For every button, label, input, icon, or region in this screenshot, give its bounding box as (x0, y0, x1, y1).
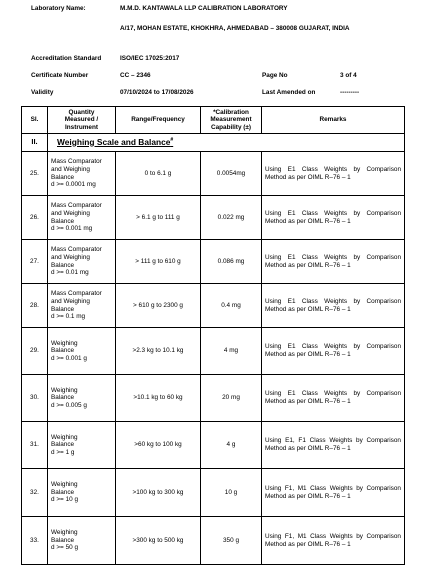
serial-cell: 31. (22, 422, 48, 469)
table-header-row (22, 107, 405, 134)
serial-cell: 27. (22, 240, 48, 284)
remarks-cell: Using E1 Class Weights by Comparison Method as per OIML R–76 – 1 (262, 328, 405, 375)
instrument-cell (48, 328, 116, 375)
page-label: Page No (262, 72, 288, 79)
instrument-line: d >= 0.001 g (51, 354, 87, 362)
instrument-line: Balance (51, 394, 75, 402)
table-row (22, 328, 405, 375)
cmc-cell: 0.086 mg (201, 240, 262, 284)
section-row (22, 134, 405, 152)
serial-cell: 33. (22, 517, 48, 565)
cmc-cell: 0.0054mg (201, 152, 262, 196)
cmc-cell: 4 mg (201, 328, 262, 375)
table-row (22, 196, 405, 240)
instrument-line: d >= 50 g (51, 544, 79, 552)
accreditation-label: Accreditation Standard (31, 55, 102, 62)
table-row (22, 284, 405, 328)
serial-cell: 30. (22, 375, 48, 422)
header-sl: Sl. (22, 107, 48, 134)
header-cmc-line: Capability (±) (210, 123, 252, 131)
section-title-marker: # (170, 136, 174, 143)
instrument-line: Mass Comparator (51, 246, 102, 254)
amended-value: --------- (340, 89, 360, 96)
instrument-line: Weighing (51, 339, 78, 347)
header-quantity-line: Instrument (64, 123, 99, 131)
instrument-line: Balance (51, 536, 75, 544)
instrument-cell (48, 375, 116, 422)
instrument-cell (48, 469, 116, 517)
table-row (22, 240, 405, 284)
remarks-cell: Using E1 Class Weights by Comparison Method as per OIML R–76 – 1 (262, 196, 405, 240)
remarks-cell: Using E1 Class Weights by Comparison Method as per OIML R–76 – 1 (262, 284, 405, 328)
page-value: 3 of 4 (340, 72, 357, 79)
instrument-cell (48, 152, 116, 196)
instrument-cell (48, 517, 116, 565)
table-row (22, 517, 405, 565)
range-cell: > 6.1 g to 111 g (116, 196, 201, 240)
instrument-line: d >= 0.1 mg (51, 313, 86, 321)
instrument-line: and Weighing (51, 209, 90, 217)
serial-cell: 32. (22, 469, 48, 517)
scope-table (21, 106, 405, 565)
header-quantity (48, 107, 116, 134)
cmc-cell: 20 mg (201, 375, 262, 422)
header-quantity-line: Measured / (64, 116, 99, 124)
range-cell: > 610 g to 2300 g (116, 284, 201, 328)
range-cell: > 111 g to 610 g (116, 240, 201, 284)
table-row (22, 375, 405, 422)
instrument-line: Mass Comparator (51, 290, 102, 298)
instrument-line: Weighing (51, 433, 78, 441)
instrument-line: Balance (51, 441, 75, 449)
instrument-line: d >= 10 g (51, 496, 79, 504)
instrument-line: Balance (51, 173, 75, 181)
instrument-line: Mass Comparator (51, 202, 102, 210)
remarks-cell: Using E1 Class Weights by Comparison Method as per OIML R–76 – 1 (262, 152, 405, 196)
header-cmc-line: Measurement (210, 116, 252, 124)
instrument-line: d >= 1 g (51, 448, 75, 456)
validity-value: 07/10/2024 to 17/08/2026 (120, 89, 194, 96)
certificate-value: CC – 2346 (120, 72, 151, 79)
range-cell: 0 to 6.1 g (116, 152, 201, 196)
section-title (48, 134, 405, 152)
header-cmc (201, 107, 262, 134)
instrument-line: Balance (51, 261, 75, 269)
instrument-line: d >= 0.001 mg (51, 225, 93, 233)
instrument-cell (48, 422, 116, 469)
serial-cell: 28. (22, 284, 48, 328)
range-cell: >300 kg to 500 kg (116, 517, 201, 565)
table-row (22, 469, 405, 517)
serial-cell: 25. (22, 152, 48, 196)
cmc-cell: 0.4 mg (201, 284, 262, 328)
instrument-line: d >= 0.01 mg (51, 269, 89, 277)
lab-name-label: Laboratory Name: (31, 5, 86, 12)
instrument-cell (48, 240, 116, 284)
lab-address: A/17, MOHAN ESTATE, KHOKHRA, AHMEDABAD – 380008 GUJARAT, INDIA (120, 25, 350, 32)
instrument-line: and Weighing (51, 165, 90, 173)
cmc-cell: 0.022 mg (201, 196, 262, 240)
header-cmc-line: *Calibration (213, 108, 249, 116)
instrument-line: Balance (51, 305, 75, 313)
instrument-cell (48, 284, 116, 328)
range-cell: >10.1 kg to 60 kg (116, 375, 201, 422)
instrument-line: and Weighing (51, 297, 90, 305)
instrument-line: and Weighing (51, 253, 90, 261)
remarks-cell: Using F1, M1 Class Weights by Comparison Method as per OIML R–76 – 1 (262, 469, 405, 517)
header-quantity-line: Quantity (68, 108, 95, 116)
instrument-line: Balance (51, 347, 75, 355)
instrument-line: Weighing (51, 529, 78, 537)
section-title-text: Weighing Scale and Balance (57, 136, 171, 147)
range-cell: >2.3 kg to 10.1 kg (116, 328, 201, 375)
header-range: Range/Frequency (116, 107, 201, 134)
cmc-cell: 4 g (201, 422, 262, 469)
remarks-cell: Using E1, F1 Class Weights by Comparison Method as per OIML R–76 – 1 (262, 422, 405, 469)
instrument-line: d >= 0.005 g (51, 401, 87, 409)
table-row (22, 422, 405, 469)
remarks-cell: Using E1 Class Weights by Comparison Method as per OIML R–76 – 1 (262, 375, 405, 422)
remarks-cell: Using E1 Class Weights by Comparison Method as per OIML R–76 – 1 (262, 240, 405, 284)
accreditation-value: ISO/IEC 17025:2017 (120, 55, 180, 62)
validity-label: Validity (31, 89, 54, 96)
instrument-line: Weighing (51, 481, 78, 489)
remarks-cell: Using F1, M1 Class Weights by Comparison Method as per OIML R–76 – 1 (262, 517, 405, 565)
instrument-line: d >= 0.0001 mg (51, 181, 96, 189)
serial-cell: 29. (22, 328, 48, 375)
section-number: II. (22, 134, 48, 152)
table-row (22, 152, 405, 196)
amended-label: Last Amended on (262, 89, 316, 96)
instrument-line: Balance (51, 217, 75, 225)
range-cell: >60 kg to 100 kg (116, 422, 201, 469)
cmc-cell: 350 g (201, 517, 262, 565)
instrument-line: Weighing (51, 386, 78, 394)
serial-cell: 26. (22, 196, 48, 240)
range-cell: >100 kg to 300 kg (116, 469, 201, 517)
instrument-line: Balance (51, 488, 75, 496)
lab-name: M.M.D. KANTAWALA LLP CALIBRATION LABORATORY (120, 5, 288, 12)
instrument-line: Mass Comparator (51, 158, 102, 166)
certificate-label: Certificate Number (31, 72, 89, 79)
cmc-cell: 10 g (201, 469, 262, 517)
header-remarks: Remarks (262, 107, 405, 134)
instrument-cell (48, 196, 116, 240)
